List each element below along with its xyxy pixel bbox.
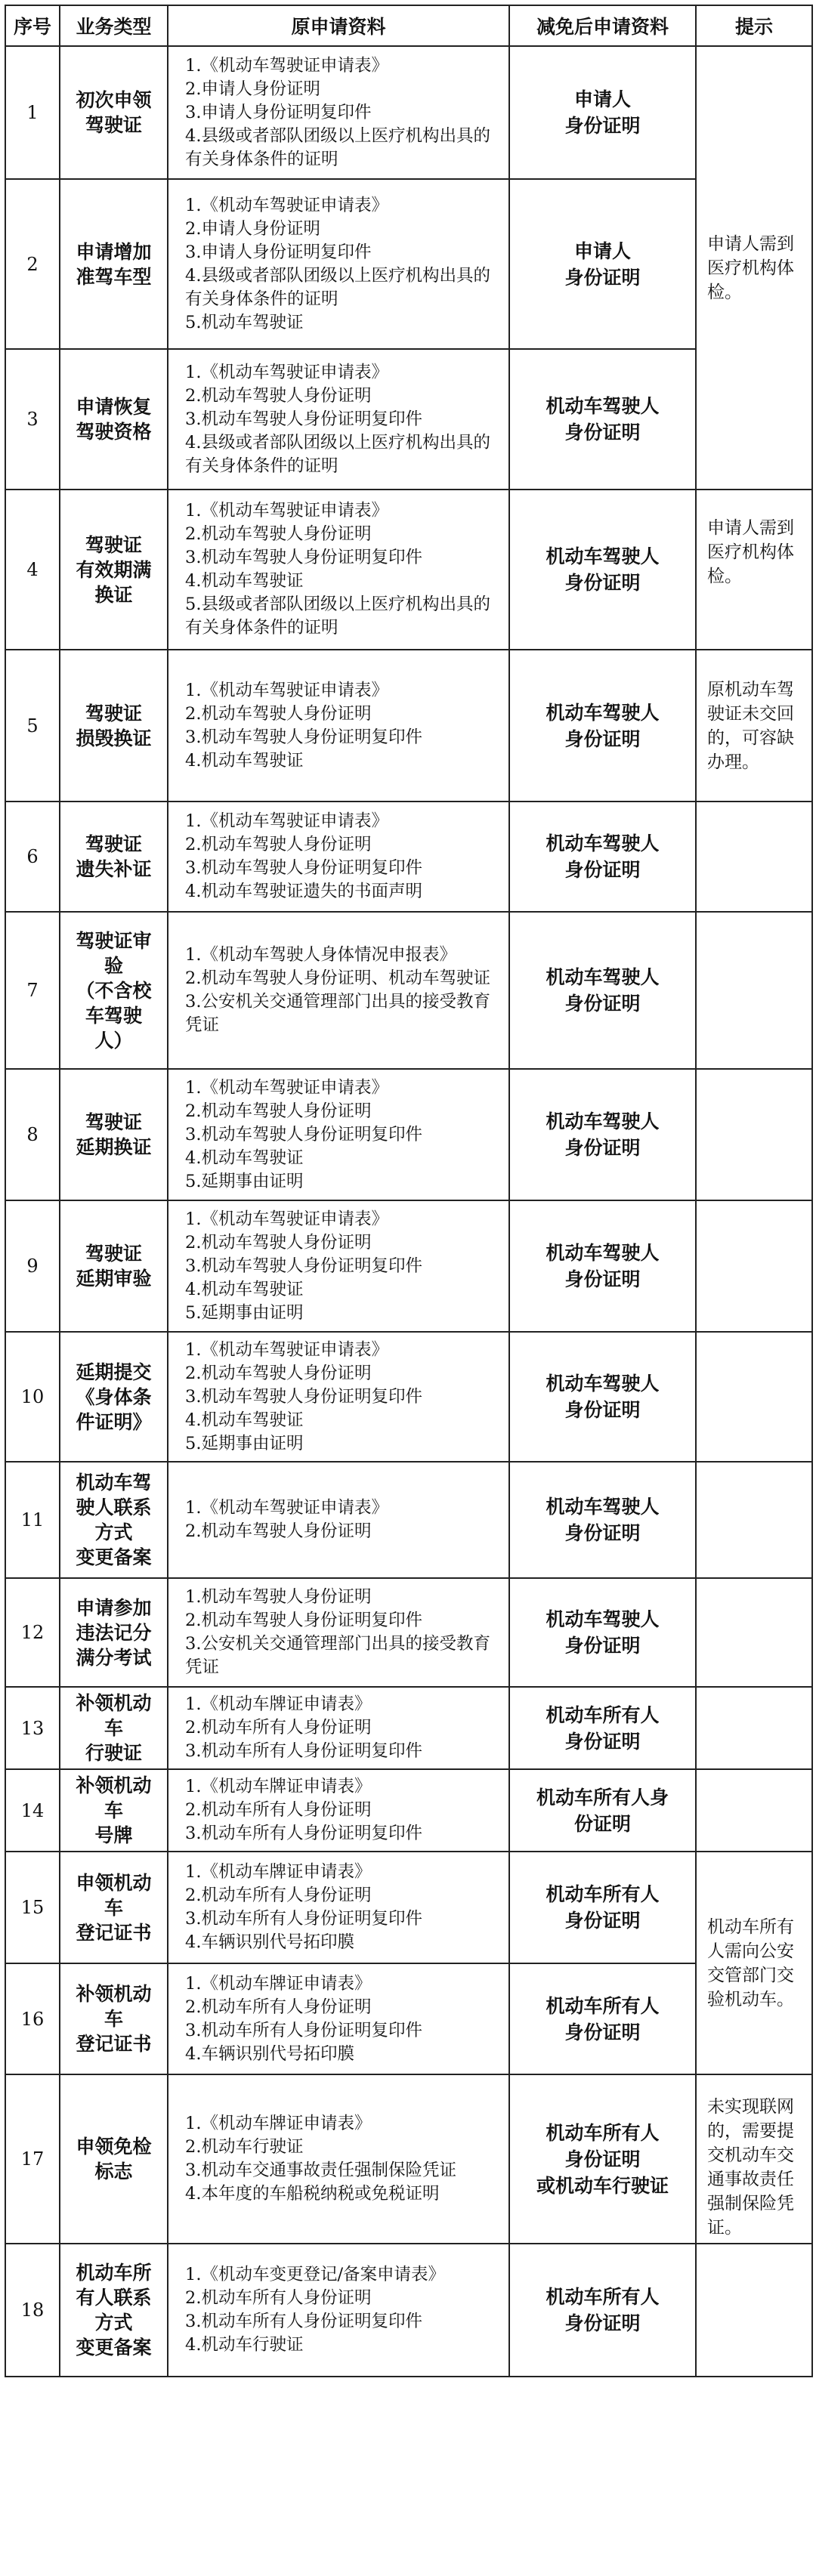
business-type-line: 号牌 [94, 1824, 133, 1846]
reduced-docs [509, 349, 696, 490]
reduced-doc-line: 身份证明 [564, 1268, 641, 1290]
original-doc-item: 2.机动车驾驶人身份证明 [185, 1363, 372, 1383]
reduced-doc-line: 份证明 [573, 1812, 631, 1835]
original-doc-item: 5.机动车驾驶证 [185, 312, 304, 332]
reduced-doc-line: 身份证明 [564, 1137, 641, 1159]
note-cell-empty [696, 1200, 812, 1332]
reduced-docs [509, 1852, 696, 1963]
business-type-line: 件证明》 [76, 1410, 152, 1433]
business-type-line: 驾驶证 [85, 533, 142, 556]
header-cell-num: 序号 [5, 5, 60, 46]
original-doc-item: 1.《机动车驾驶证申请表》 [185, 680, 388, 700]
reduced-doc-line: 身份证明 [564, 2021, 641, 2043]
original-docs [168, 2074, 509, 2244]
business-type [60, 349, 168, 490]
business-type-line: 满分考试 [76, 1646, 152, 1669]
original-docs [168, 1332, 509, 1462]
table-row [5, 1069, 812, 1200]
reduced-doc-line: 身份证明 [564, 993, 641, 1015]
business-type-line: 补领机动 [76, 1983, 152, 2005]
row-number: 4 [5, 490, 60, 650]
row-number: 6 [5, 802, 60, 912]
original-doc-item: 4.机动车驾驶证 [185, 750, 304, 771]
original-doc-item: 1.《机动车驾驶证申请表》 [185, 362, 388, 382]
reduced-doc-line: 身份证明 [564, 115, 641, 137]
original-doc-item: 4.本年度的车船税纳税或免税证明 [185, 2184, 440, 2204]
header-cell-reduced-docs: 减免后申请资料 [509, 5, 696, 46]
business-type [60, 650, 168, 802]
original-doc-item: 4.机动车驾驶证 [185, 571, 304, 591]
original-doc-item: 3.机动车驾驶人身份证明复印件 [185, 548, 422, 567]
business-type [60, 1963, 168, 2074]
business-type-line: 驾驶资格 [76, 421, 152, 443]
original-doc-item: 3.机动车所有人身份证明复印件 [185, 1741, 422, 1761]
original-docs [168, 1200, 509, 1332]
reduced-doc-line: 申请人 [573, 88, 631, 110]
reduced-doc-line: 机动车所有人 [546, 1883, 660, 1905]
reduced-doc-line: 身份证明 [564, 1730, 641, 1753]
reduced-doc-line: 身份证明 [564, 1910, 641, 1932]
original-doc-item: 1.《机动车牌证申请表》 [185, 1777, 372, 1796]
reduced-doc-line: 机动车驾驶人 [546, 395, 660, 417]
row-number: 16 [5, 1963, 60, 2074]
original-docs [168, 1769, 509, 1852]
note-cell-empty [696, 802, 812, 912]
original-doc-item: 2.机动车所有人身份证明 [185, 1718, 372, 1737]
original-doc-item: 1.《机动车驾驶人身体情况申报表》 [185, 945, 456, 965]
reduced-docs [509, 650, 696, 802]
original-doc-item: 1.《机动车驾驶证申请表》 [185, 1209, 388, 1229]
business-type-line: 车 [104, 1896, 123, 1919]
business-type [60, 1332, 168, 1462]
reduced-doc-line: 身份证明 [564, 1522, 641, 1544]
business-type-line: 申请增加 [76, 240, 152, 263]
original-doc-item: 3.申请人身份证明复印件 [185, 102, 372, 122]
original-doc-item: 4.车辆识别代号拓印膜 [185, 1932, 354, 1952]
reduced-doc-line: 机动车所有人 [546, 2286, 660, 2308]
business-type-line: 驾驶证 [85, 702, 142, 724]
row-number: 12 [5, 1578, 60, 1687]
business-type [60, 802, 168, 912]
table-row [5, 2074, 812, 2244]
original-doc-item: 4.县级或者部队团级以上医疗机构出具的有关身体条件的证明 [185, 265, 490, 309]
table-row [5, 912, 812, 1069]
business-type-line: 违法记分 [76, 1621, 152, 1644]
original-docs [168, 650, 509, 802]
business-type-line: 补领机动 [76, 1692, 152, 1714]
row-number: 9 [5, 1200, 60, 1332]
reduced-doc-line: 机动车所有人 [546, 2121, 660, 2144]
original-doc-item: 2.申请人身份证明 [185, 218, 320, 239]
row-number: 15 [5, 1852, 60, 1963]
original-doc-item: 5.延期事由证明 [185, 1433, 304, 1453]
original-doc-item: 3.机动车交通事故责任强制保险凭证 [185, 2161, 456, 2180]
original-doc-item: 1.《机动车牌证申请表》 [185, 1694, 372, 1714]
original-doc-item: 2.申请人身份证明 [185, 79, 320, 99]
original-docs [168, 1687, 509, 1769]
reduced-doc-line: 机动车所有人身 [536, 1786, 669, 1808]
note-cell: 未实现联网的，需要提交机动车交通事故责任强制保险凭证。 [696, 2074, 812, 2244]
business-type [60, 1852, 168, 1963]
original-docs [168, 179, 509, 349]
original-docs [168, 1578, 509, 1687]
reduced-docs [509, 2074, 696, 2244]
reduced-doc-line: 机动车驾驶人 [546, 1496, 660, 1518]
business-type-line: 登记证书 [76, 2033, 152, 2055]
row-number: 5 [5, 650, 60, 802]
original-doc-item: 1.《机动车驾驶证申请表》 [185, 1498, 388, 1518]
original-doc-item: 3.机动车所有人身份证明复印件 [185, 1824, 422, 1843]
original-doc-item: 3.公安机关交通管理部门出具的接受教育凭证 [185, 992, 490, 1035]
original-doc-item: 4.车辆识别代号拓印膜 [185, 2043, 354, 2064]
reduced-doc-line: 身份证明 [564, 727, 641, 750]
original-doc-item: 2.机动车驾驶人身份证明复印件 [185, 1611, 422, 1630]
note-cell-empty [696, 912, 812, 1069]
business-type [60, 912, 168, 1069]
business-type [60, 1769, 168, 1852]
reduced-doc-line: 申请人 [573, 239, 631, 262]
table-row [5, 1769, 812, 1852]
original-docs [168, 1852, 509, 1963]
note-cell: 机动车所有人需向公安交管部门交验机动车。 [696, 1852, 812, 2074]
business-type [60, 2244, 168, 2377]
original-doc-item: 2.机动车所有人身份证明 [185, 1886, 372, 1905]
original-doc-item: 5.延期事由证明 [185, 1171, 304, 1191]
business-type-line: 车 [104, 2008, 123, 2030]
reduced-doc-line: 身份证明 [564, 859, 641, 881]
header-cell-type: 业务类型 [60, 5, 168, 46]
reduced-doc-line: 机动车驾驶人 [546, 1608, 660, 1630]
business-type-line: 方式 [94, 2312, 133, 2334]
original-doc-item: 2.机动车驾驶人身份证明 [185, 1232, 372, 1252]
business-type-line: 机动车驾 [76, 1472, 152, 1493]
business-type-line: 行驶证 [85, 1742, 142, 1764]
business-type [60, 179, 168, 349]
row-number: 17 [5, 2074, 60, 2244]
original-doc-item: 4.机动车行驶证 [185, 2335, 304, 2355]
reduced-doc-line: 身份证明 [564, 2148, 641, 2170]
reduced-docs [509, 490, 696, 650]
business-type-line: 驾驶证 [85, 1111, 142, 1133]
original-doc-item: 2.机动车驾驶人身份证明 [185, 524, 372, 544]
header-cell-notes: 提示 [696, 5, 812, 46]
service-table [5, 5, 813, 2377]
original-doc-item: 3.机动车驾驶人身份证明复印件 [185, 1256, 422, 1276]
business-type [60, 1069, 168, 1200]
original-docs [168, 1069, 509, 1200]
original-doc-item: 1.《机动车牌证申请表》 [185, 1973, 372, 1994]
reduced-doc-line: 身份证明 [564, 1635, 641, 1657]
business-type-line: 标志 [94, 2161, 133, 2182]
reduced-docs [509, 1332, 696, 1462]
original-doc-item: 3.公安机关交通管理部门出具的接受教育凭证 [185, 1634, 490, 1677]
table-row [5, 2244, 812, 2377]
reduced-docs [509, 179, 696, 349]
original-doc-item: 3.机动车驾驶人身份证明复印件 [185, 409, 422, 429]
business-type-line: 申领免检 [76, 2136, 152, 2157]
reduced-doc-line: 身份证明 [564, 266, 641, 289]
table-row [5, 179, 812, 349]
row-number: 1 [5, 46, 60, 179]
reduced-docs [509, 2244, 696, 2377]
business-type [60, 1578, 168, 1687]
original-doc-item: 1.《机动车牌证申请表》 [185, 1862, 372, 1882]
business-type-line: 准驾车型 [76, 265, 152, 288]
business-type-line: 变更备案 [76, 2337, 152, 2358]
reduced-docs [509, 912, 696, 1069]
business-type-line: 损毁换证 [76, 727, 152, 749]
business-type-line: 变更备案 [76, 1546, 152, 1568]
note-cell: 申请人需到医疗机构体检。 [696, 46, 812, 490]
row-number: 3 [5, 349, 60, 490]
note-cell-empty [696, 2244, 812, 2377]
note-cell: 申请人需到医疗机构体检。 [696, 490, 812, 650]
business-type-line: 机动车所 [76, 2262, 152, 2284]
reduced-docs [509, 1769, 696, 1852]
business-type-line: 登记证书 [76, 1921, 152, 1944]
business-type-line: 驾驶证 [85, 833, 142, 855]
reduced-docs [509, 1963, 696, 2074]
original-doc-item: 2.机动车行驶证 [185, 2137, 304, 2157]
original-doc-item: 2.机动车驾驶人身份证明 [185, 1101, 372, 1121]
business-type-line: （不含校 [76, 979, 152, 1002]
table-row [5, 1687, 812, 1769]
original-doc-item: 2.机动车驾驶人身份证明 [185, 385, 372, 406]
row-number: 8 [5, 1069, 60, 1200]
reduced-doc-line: 机动车驾驶人 [546, 1373, 660, 1395]
note-cell-empty [696, 1462, 812, 1578]
business-type-line: 延期提交 [76, 1361, 152, 1383]
business-type [60, 2074, 168, 2244]
reduced-doc-line: 或机动车行驶证 [536, 2174, 669, 2197]
business-type-line: 延期审验 [76, 1268, 152, 1290]
original-doc-item: 4.机动车驾驶证 [185, 1279, 304, 1299]
original-doc-item: 5.县级或者部队团级以上医疗机构出具的有关身体条件的证明 [185, 595, 490, 638]
business-type-line: 申请参加 [76, 1596, 152, 1619]
original-doc-item: 2.机动车驾驶人身份证明、机动车驾驶证 [185, 968, 490, 988]
original-doc-item: 1.《机动车驾驶证申请表》 [185, 811, 388, 831]
original-docs [168, 2244, 509, 2377]
original-docs [168, 912, 509, 1069]
original-doc-item: 4.机动车驾驶证遗失的书面声明 [185, 882, 422, 901]
original-doc-item: 1.《机动车驾驶证申请表》 [185, 195, 388, 215]
original-doc-item: 2.机动车所有人身份证明 [185, 2288, 372, 2308]
original-doc-item: 2.机动车所有人身份证明 [185, 1800, 372, 1820]
original-doc-item: 3.机动车驾驶人身份证明复印件 [185, 1124, 422, 1144]
original-doc-item: 3.机动车所有人身份证明复印件 [185, 2312, 422, 2331]
table-row [5, 650, 812, 802]
note-cell-empty [696, 1687, 812, 1769]
original-doc-item: 2.机动车驾驶人身份证明 [185, 703, 372, 724]
reduced-docs [509, 1200, 696, 1332]
note-cell-empty [696, 1332, 812, 1462]
original-docs [168, 490, 509, 650]
note-cell-empty [696, 1578, 812, 1687]
reduced-docs [509, 1578, 696, 1687]
business-type-line: 车 [104, 1717, 123, 1739]
reduced-doc-line: 机动车驾驶人 [546, 545, 660, 567]
business-type-line: 驾驶证 [85, 1243, 142, 1265]
business-type-line: 人） [94, 1029, 133, 1052]
original-doc-item: 1.《机动车驾驶证申请表》 [185, 501, 388, 520]
business-type-line: 有人联系 [76, 2287, 152, 2309]
original-doc-item: 2.机动车驾驶人身份证明 [185, 835, 372, 854]
business-type [60, 1462, 168, 1578]
business-type-line: 驾驶证 [85, 114, 142, 136]
original-doc-item: 3.机动车所有人身份证明复印件 [185, 2020, 422, 2040]
reduced-docs [509, 1069, 696, 1200]
row-number: 7 [5, 912, 60, 1069]
row-number: 11 [5, 1462, 60, 1578]
table-row [5, 1332, 812, 1462]
note-cell-empty [696, 1769, 812, 1852]
reduced-docs [509, 1687, 696, 1769]
table-row [5, 1852, 812, 1963]
reduced-doc-line: 机动车驾驶人 [546, 1110, 660, 1132]
row-number: 10 [5, 1332, 60, 1462]
reduced-doc-line: 身份证明 [564, 422, 641, 443]
original-doc-item: 2.机动车所有人身份证明 [185, 1997, 372, 2017]
business-type-line: 遗失补证 [76, 858, 152, 880]
business-type-line: 驶人联系 [76, 1496, 152, 1518]
reduced-doc-line: 机动车所有人 [546, 1703, 660, 1726]
reduced-docs [509, 46, 696, 179]
business-type-line: 验 [104, 954, 123, 977]
business-type-line: 方式 [94, 1521, 133, 1543]
reduced-doc-line: 机动车驾驶人 [546, 701, 660, 724]
business-type-line: 申请恢复 [76, 396, 152, 418]
original-docs [168, 46, 509, 179]
original-doc-item: 3.机动车驾驶人身份证明复印件 [185, 727, 422, 747]
reduced-docs [509, 802, 696, 912]
business-type [60, 490, 168, 650]
business-type-line: 申领机动 [76, 1871, 152, 1894]
original-docs [168, 1462, 509, 1578]
reduced-doc-line: 身份证明 [564, 2312, 641, 2334]
reduced-doc-line: 机动车驾驶人 [546, 832, 660, 854]
table-row [5, 1578, 812, 1687]
original-doc-item: 1.《机动车牌证申请表》 [185, 2114, 372, 2133]
table-row [5, 349, 812, 490]
business-type [60, 46, 168, 179]
reduced-doc-line: 身份证明 [564, 1399, 641, 1421]
business-type-line: 补领机动 [76, 1774, 152, 1796]
business-type [60, 1200, 168, 1332]
row-number: 14 [5, 1769, 60, 1852]
original-doc-item: 3.机动车驾驶人身份证明复印件 [185, 858, 422, 878]
original-docs [168, 802, 509, 912]
business-type-line: 换证 [94, 583, 133, 606]
original-docs [168, 1963, 509, 2074]
row-number: 2 [5, 179, 60, 349]
business-type-line: 驾驶证审 [76, 929, 152, 952]
header-cell-original-docs: 原申请资料 [168, 5, 509, 46]
original-doc-item: 3.机动车驾驶人身份证明复印件 [185, 1386, 422, 1407]
original-doc-item: 5.延期事由证明 [185, 1302, 304, 1323]
table-row [5, 46, 812, 179]
business-type-line: 车驾驶 [85, 1004, 142, 1027]
table-row [5, 1963, 812, 2074]
business-type-line: 延期换证 [76, 1136, 152, 1158]
business-type-line: 有效期满 [76, 558, 152, 581]
document-page [5, 5, 811, 2377]
original-doc-item: 1.《机动车驾驶证申请表》 [185, 55, 388, 76]
original-doc-item: 1.《机动车变更登记/备案申请表》 [185, 2265, 446, 2284]
original-doc-item: 1.机动车驾驶人身份证明 [185, 1587, 372, 1607]
reduced-docs [509, 1462, 696, 1578]
table-row [5, 490, 812, 650]
reduced-doc-line: 机动车所有人 [546, 1994, 660, 2017]
original-doc-item: 4.县级或者部队团级以上医疗机构出具的有关身体条件的证明 [185, 432, 490, 476]
table-row [5, 1462, 812, 1578]
original-doc-item: 3.申请人身份证明复印件 [185, 242, 372, 262]
table-header-row [5, 5, 812, 46]
table-row [5, 802, 812, 912]
row-number: 18 [5, 2244, 60, 2377]
table-row [5, 1200, 812, 1332]
reduced-doc-line: 身份证明 [564, 572, 641, 594]
row-number: 13 [5, 1687, 60, 1769]
business-type [60, 1687, 168, 1769]
reduced-doc-line: 机动车驾驶人 [546, 1242, 660, 1264]
original-doc-item: 4.机动车驾驶证 [185, 1147, 304, 1168]
original-doc-item: 1.《机动车驾驶证申请表》 [185, 1077, 388, 1098]
original-doc-item: 2.机动车驾驶人身份证明 [185, 1521, 372, 1541]
note-cell: 原机动车驾驶证未交回的，可容缺办理。 [696, 650, 812, 802]
note-cell-empty [696, 1069, 812, 1200]
original-doc-item: 3.机动车所有人身份证明复印件 [185, 1909, 422, 1929]
original-doc-item: 4.机动车驾驶证 [185, 1410, 304, 1430]
original-docs [168, 349, 509, 490]
business-type-line: 车 [104, 1799, 123, 1821]
original-doc-item: 4.县级或者部队团级以上医疗机构出具的有关身体条件的证明 [185, 125, 490, 169]
business-type-line: 《身体条 [76, 1385, 152, 1408]
business-type-line: 初次申领 [76, 89, 152, 111]
original-doc-item: 1.《机动车驾驶证申请表》 [185, 1339, 388, 1360]
reduced-doc-line: 机动车驾驶人 [546, 966, 660, 988]
